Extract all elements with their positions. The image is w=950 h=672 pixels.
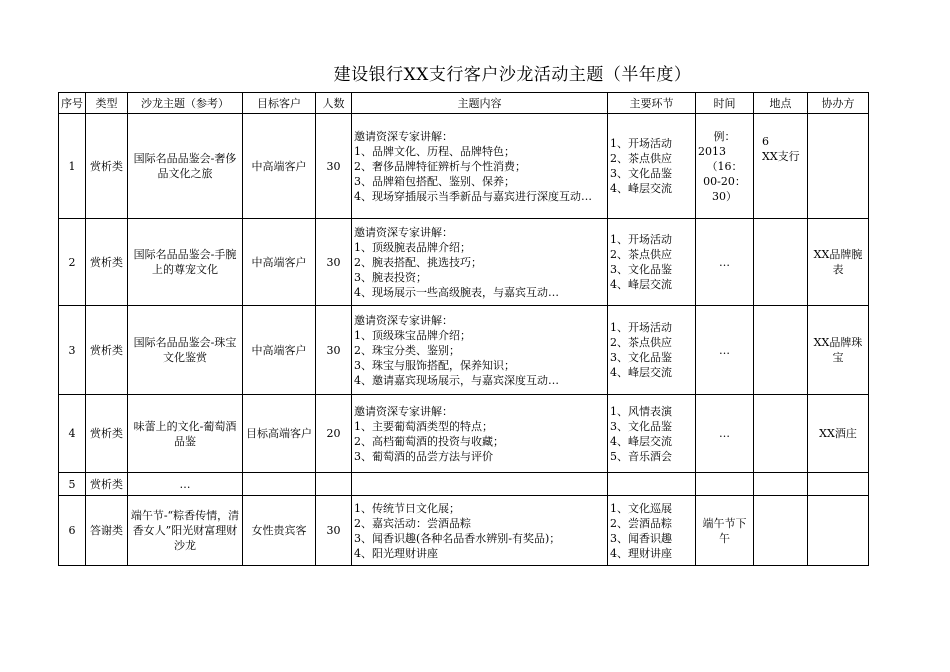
content-line: 3、腕表投资； — [354, 270, 427, 284]
step-line: 2、尝酒品粽 — [610, 516, 672, 530]
header-type: 类型 — [86, 93, 128, 114]
header-steps: 主要环节 — [608, 93, 696, 114]
cell-partner: XX品牌珠宝 — [808, 306, 869, 395]
cell-steps — [608, 219, 696, 306]
cell-theme: 味蕾上的文化-葡萄酒品鉴 — [128, 395, 243, 473]
cell-time: … — [696, 395, 754, 473]
header-target: 目标客户 — [243, 93, 316, 114]
content-line: 1、顶级腕表品牌介绍； — [354, 240, 471, 254]
step-line: 2、茶点供应 — [610, 152, 672, 165]
header-place: 地点 — [754, 93, 808, 114]
content-line: 邀请资深专家讲解： — [354, 225, 453, 239]
cell-type: 赏析类 — [86, 219, 128, 306]
step-line: 2、茶点供应 — [610, 248, 672, 261]
time-line: 例： — [713, 129, 736, 143]
table-row — [59, 114, 869, 219]
cell-no: 5 — [59, 473, 86, 496]
cell-place — [754, 496, 808, 566]
step-line: 3、文化品鉴 — [610, 263, 672, 276]
content-line: 2、奢侈品牌特征辨析与个性消费； — [354, 159, 526, 173]
place-line: 6 — [762, 135, 769, 148]
cell-partner: XX品牌腕表 — [808, 219, 869, 306]
cell-count: 20 — [316, 395, 352, 473]
cell-steps — [608, 114, 696, 219]
cell-no: 3 — [59, 306, 86, 395]
time-line: 2013 — [698, 144, 726, 158]
content-line: 邀请资深专家讲解： — [354, 129, 453, 143]
cell-count: 30 — [316, 496, 352, 566]
page-title: 建设银行XX支行客户沙龙活动主题（半年度） — [333, 65, 692, 85]
cell-content — [352, 306, 608, 395]
step-line: 4、峰层交流 — [610, 182, 672, 195]
cell-target: 中高端客户 — [243, 306, 316, 395]
table-row — [59, 473, 869, 496]
header-content: 主题内容 — [352, 93, 608, 114]
step-line: 1、风情表演 — [610, 404, 672, 418]
cell-partner — [808, 496, 869, 566]
cell-no: 4 — [59, 395, 86, 473]
cell-target — [243, 473, 316, 496]
cell-content — [352, 219, 608, 306]
cell-partner — [808, 473, 869, 496]
content-line: 邀请资深专家讲解： — [354, 313, 453, 327]
cell-time: … — [696, 306, 754, 395]
table-row — [59, 496, 869, 566]
step-line: 3、文化品鉴 — [610, 167, 672, 180]
time-line: 30） — [712, 189, 737, 203]
cell-target: 中高端客户 — [243, 219, 316, 306]
table-row — [59, 219, 869, 306]
cell-steps — [608, 496, 696, 566]
cell-target: 目标高端客户 — [243, 395, 316, 473]
content-line: 2、高档葡萄酒的投资与收藏； — [354, 434, 504, 448]
step-line: 4、理财讲座 — [610, 546, 672, 560]
content-line: 4、现场穿插展示当季新品与嘉宾进行深度互动… — [354, 189, 592, 203]
header-theme: 沙龙主题（参考） — [128, 93, 243, 114]
content-line: 3、品牌箱包搭配、鉴别、保养； — [354, 174, 515, 188]
header-row — [59, 93, 869, 114]
cell-place — [754, 473, 808, 496]
cell-count: 30 — [316, 219, 352, 306]
cell-target: 中高端客户 — [243, 114, 316, 219]
salon-schedule-table — [58, 92, 869, 566]
cell-partner — [808, 114, 869, 219]
table-row — [59, 395, 869, 473]
content-line: 2、腕表搭配、挑选技巧； — [354, 255, 482, 269]
cell-place — [754, 306, 808, 395]
header-time: 时间 — [696, 93, 754, 114]
cell-steps — [608, 473, 696, 496]
step-line: 3、闻香识趣 — [610, 531, 672, 545]
cell-no: 1 — [59, 114, 86, 219]
cell-theme: 国际名品品鉴会-手腕上的尊宠文化 — [128, 219, 243, 306]
cell-type: 赏析类 — [86, 395, 128, 473]
cell-count: 30 — [316, 114, 352, 219]
content-line: 4、阳光理财讲座 — [354, 546, 438, 560]
content-line: 4、现场展示一些高级腕表，与嘉宾互动… — [354, 285, 559, 299]
cell-content — [352, 496, 608, 566]
cell-content — [352, 114, 608, 219]
cell-steps — [608, 306, 696, 395]
header-count: 人数 — [316, 93, 352, 114]
cell-theme: 端午节-“粽香传情，清香女人”阳光财富理财沙龙 — [128, 496, 243, 566]
header-no: 序号 — [59, 93, 86, 114]
cell-count: 30 — [316, 306, 352, 395]
cell-no: 6 — [59, 496, 86, 566]
cell-time: 端午节下午 — [696, 496, 754, 566]
step-line: 1、开场活动 — [610, 321, 672, 334]
cell-place — [754, 114, 808, 219]
content-line: 邀请资深专家讲解： — [354, 404, 453, 418]
cell-place — [754, 219, 808, 306]
cell-place — [754, 395, 808, 473]
step-line: 4、峰层交流 — [610, 278, 672, 291]
time-line: 00-20： — [703, 174, 746, 188]
cell-theme: 国际名品品鉴会-奢侈品文化之旅 — [128, 114, 243, 219]
header-partner: 协办方 — [808, 93, 869, 114]
cell-steps — [608, 395, 696, 473]
cell-theme: 国际名品品鉴会-珠宝文化鉴赏 — [128, 306, 243, 395]
content-line: 3、闻香识趣(各种名品香水辨别-有奖品)； — [354, 531, 561, 545]
cell-content — [352, 473, 608, 496]
step-line: 5、音乐酒会 — [610, 449, 672, 463]
cell-time — [696, 114, 754, 219]
content-line: 2、珠宝分类、鉴别； — [354, 343, 460, 357]
cell-type: 赏析类 — [86, 306, 128, 395]
content-line: 3、葡萄酒的品尝方法与评价 — [354, 449, 493, 463]
cell-type: 答谢类 — [86, 496, 128, 566]
cell-time: … — [696, 219, 754, 306]
step-line: 3、文化品鉴 — [610, 351, 672, 364]
content-line: 1、顶级珠宝品牌介绍； — [354, 328, 471, 342]
step-line: 4、峰层交流 — [610, 434, 672, 448]
step-line: 1、开场活动 — [610, 137, 672, 150]
content-line: 4、邀请嘉宾现场展示，与嘉宾深度互动… — [354, 373, 559, 387]
cell-content — [352, 395, 608, 473]
content-line: 1、品牌文化、历程、品牌特色； — [354, 144, 515, 158]
cell-type: 赏析类 — [86, 473, 128, 496]
step-line: 3、文化品鉴 — [610, 419, 672, 433]
place-line: XX支行 — [762, 150, 800, 163]
time-line: （16： — [706, 159, 743, 173]
cell-theme: … — [128, 473, 243, 496]
cell-no: 2 — [59, 219, 86, 306]
cell-target: 女性贵宾客 — [243, 496, 316, 566]
step-line: 2、茶点供应 — [610, 336, 672, 349]
cell-count — [316, 473, 352, 496]
content-line: 1、传统节日文化展； — [354, 501, 460, 515]
cell-partner: XX酒庄 — [808, 395, 869, 473]
content-line: 2、嘉宾活动：尝酒品粽 — [354, 516, 471, 530]
table-row — [59, 306, 869, 395]
content-line: 1、主要葡萄酒类型的特点； — [354, 419, 493, 433]
content-line: 3、珠宝与服饰搭配，保养知识； — [354, 358, 515, 372]
step-line: 1、开场活动 — [610, 233, 672, 246]
cell-type: 赏析类 — [86, 114, 128, 219]
cell-time — [696, 473, 754, 496]
step-line: 1、文化巡展 — [610, 501, 672, 515]
step-line: 4、峰层交流 — [610, 366, 672, 379]
